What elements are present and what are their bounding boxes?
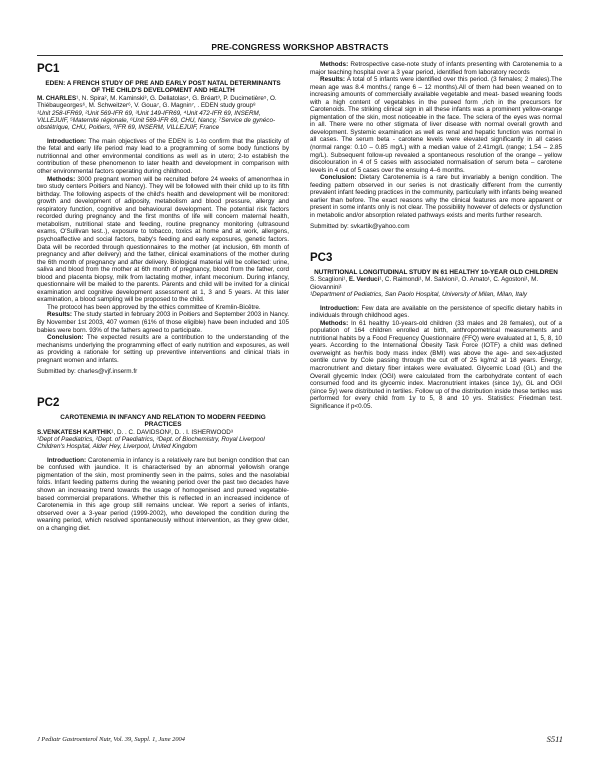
intro-text-pc1: The main objectives of the EDEN is 1-to confirm that the plasticity of the fetal and early life period may lead to a programming of some body functions by nutritionnal and other environmental conditions as well as in utero; 2-to establish the contribution of these phenomenon to later health and development in comparison with other environmental factors operating during childhood. bbox=[37, 137, 289, 176]
conclusion-pc1 bbox=[37, 334, 289, 364]
intro-label-pc3: Introduction: bbox=[320, 304, 360, 312]
coauthors-pc1: ¹, N. Spira², M. Kaminski³, G. Dellatolas⁴, G. Bréart³, P. Ducimetière⁵, O. Thiébaugeorges⁶, M. Schweitzer⁶, V. Goua⁷, G. Magnin⁷, . EDEN study group⁸ bbox=[37, 94, 277, 110]
intro-pc2 bbox=[37, 457, 289, 532]
conclusion-text-pc1: The expected results are a contribution to the understanding of the mechanisms underlying the programming effect of early nutrition and exposures, as well as providing a rationale for setting up preventive interventions and clinical trials in pregnant women and infants. bbox=[37, 334, 289, 364]
methods-label-pc3: Methods: bbox=[320, 319, 349, 327]
presenting-author-pc2: S.VENKATESH KARTHIK bbox=[37, 428, 112, 436]
authors-pc1 bbox=[37, 95, 289, 110]
intro-label-pc2: Introduction: bbox=[47, 456, 87, 464]
submitted-by-pc1: Submitted by: charles@vjf.inserm.fr bbox=[37, 368, 138, 376]
results-text-pc2: A total of 5 infants were identified over this period. (3 females; 2 males).The mean age was 8.4 months.( range 6 – 12 months).All of them had been weaned on to increasing amounts of commercially available vegetable and meat- based weaning foods with a high content of vegetables in the pureed form ,rich in the precursors for Carotenoids. The striking clinical sign in all these infants was a prominent yellow-orange pigmentation of the skin, most noticeable in the face. The sclera of the eyes was normal in all. There were no other stigmata of liver disease with normal overall growth and development. Systemic examination as well as renal and hepatic function was normal in all cases. The serum beta - carotene levels were elevated significantly in all cases (normal range: 0.10 – 0.85 mg/L) with a median value of 2.41mg/L (range; 1.54 – 2.85 mg/L). Subsequent follow-up revealed a spontaneous resolution of the orange – yellow discolouration in 4 of 5 cases with associated normalisation of serum beta – carotene levels in 4 out of 5 cases over the ensuing 4–6 months. bbox=[310, 76, 562, 174]
intro-label-pc1: Introduction: bbox=[47, 137, 87, 145]
intro-pc3 bbox=[310, 305, 562, 320]
page-header: PRE-CONGRESS WORKSHOP ABSTRACTS bbox=[211, 42, 389, 52]
methods-label-pc1: Methods: bbox=[47, 175, 76, 183]
abstract-title-pc3: NUTRITIONAL LONGITUDINAL STUDY IN 61 HEALTHY 10-YEAR OLD CHILDREN bbox=[314, 269, 558, 277]
left-column bbox=[37, 60, 289, 532]
intro-pc1 bbox=[37, 138, 289, 176]
conclusion-label-pc1: Conclusion: bbox=[47, 334, 84, 342]
conclusion-text-pc2: Dietary Carotenemia is a rare but invariably a benign condition. The feeding pattern observed in our series is not drastically different from the currently prevalent infant feeding practices in the community, particularly with infants being weaned earlier than before. The exact reasons why the clinical features are more apparent or present in some infants only is not clear. The possibility however of defects or dysfunction in metabolic and/or absorption related pathways exists and merits further research. bbox=[310, 174, 562, 219]
intro-text-pc2: Carotenemia in infancy is a relatively rare but benign condition that can be confused with jaundice. It is characterised by an abnormal yellowish orange pigmentation of the skin, most prominently seen in the palms, soles and the nasolabial folds. Infant feeding patterns during the weaning period over the past two decades have shown an increasing trend towards the usage of homogenised and pureed vegetable-based commercial preparations. Whether this is reflected in an increased incidence of Carotenemia in this age group still remains unclear. We report a series of infants, observed over a 3-year period (1999-2002), who developed the condition during the weaning period, which resolved spontaneously without intervention, as they grew older, on a changing diet. bbox=[37, 456, 289, 532]
methods-pc1 bbox=[37, 176, 289, 304]
journal-citation: J Pediatr Gastroenterol Nutr, Vol. 39, Suppl. 1, June 2004 bbox=[37, 736, 185, 743]
right-column bbox=[310, 61, 562, 410]
intro-text-pc3: Few data are available on the persistence of specific dietary habits in individuals through childhood ages. bbox=[310, 304, 562, 320]
presenting-author-pc1: M. CHARLES bbox=[37, 94, 77, 102]
results-pc2 bbox=[310, 76, 562, 174]
affiliation-pc1: ¹Unit 258-IFR69, ²Unit 569-IFR 69, ³Unit 149-IFR69, ⁴Unit 472-IFR 69, INSERM, VILLEJUIF, ⁵Maternité régionale, ⁶Unit 569-IFR 69, CHU, Nancy, ⁷Service de gynéco-obstétrique, CHU, Poitiers, ⁸IFR 69, INSERM, VILLEJUIF, France bbox=[37, 109, 276, 132]
coauthors-pc3: ¹, C. Raimondi¹, M. Salvioni¹, O. Amato¹, C. Agostoni¹, M. Giovannini¹ bbox=[310, 276, 539, 291]
affiliation-pc3: ¹Department of Pediatrics, San Paolo Hospital, University of Milan, Milan, Italy bbox=[310, 291, 527, 299]
conclusion-label-pc2: Conclusion: bbox=[320, 174, 357, 182]
affiliation-pc2: ¹Dept of Paediatrics, ²Dept. of Paediatrics, ³Dept. of Biochemistry, Royal Liverpool Children's Hospital, Alder Hey, Liverpool, United Kingdom bbox=[37, 436, 265, 451]
results-text-pc1: The study started in february 2003 in Poitiers and September 2003 in Nancy. By November 1st 2003, 407 women (61% of those eligible) have been included and 105 babies were born. 93% of the fathers agreed to participate. bbox=[37, 311, 289, 334]
submitted-by-pc2: Submitted by: svkartik@yahoo.com bbox=[310, 223, 410, 231]
results-label-pc1: Results: bbox=[47, 311, 73, 319]
page-number: S511 bbox=[546, 734, 563, 744]
methods-text-pc2: Retrospective case-note study of infants presenting with Carotenemia to a major teaching hospital over a 3 year period, identified from laboratory records bbox=[310, 61, 562, 76]
methods-pc3 bbox=[310, 320, 562, 411]
abstract-id-pc1: PC1 bbox=[37, 63, 60, 75]
results-label-pc2: Results: bbox=[320, 76, 346, 84]
first-author-pc3: S. Scaglioni¹, bbox=[310, 276, 349, 284]
methods-label-pc2: Methods: bbox=[320, 61, 349, 68]
header-rule bbox=[37, 55, 563, 56]
methods-pc2 bbox=[310, 61, 562, 76]
abstract-id-pc3: PC3 bbox=[310, 252, 333, 265]
methods-text-pc1: 3000 pregnant women will be recruited before 24 weeks of amenorrhea in two study centers Poitiers and Nancy). They will be followed with their child up to its fifth birthday. The following aspects of the child's health and development will be monitored: growth and development of adiposity, metabolism and blood pressure, allergy and respiratory function, cognitive and behavioural development. The potential risk factors recorded during pregnancy and the first months of life will concern maternal health, metabolism, nutritional state and feeding, routine pregnancy monitoring (ultrasound exams, O'Sullivan test..), exposure to tobacco, toxics at home and at work, allergens, psychoaffective and social factors, baby's feeding and early exposures, genetic factors. Data will be recorded through questionnaires to the mother (at inclusion, 6th month of pregnancy and after delivery) and the father, clinical examinations of the mother during the 6th month of pregnancy and after delivery. Biological material will be collected: urine, saliva and blood from the mother at 6th month of pregnancy, blood from the father, cord blood and placenta biopsy, milk from lactating mother, infant meconium. During infancy, questionnaire will be mailed to the parents. Parents and child will be invited for a clinical examination and cognitive development assessment at 1, 3 and 5 years. At this later examination, a blood sampling will be proposed to the child. bbox=[37, 175, 289, 304]
abstract-id-pc2: PC2 bbox=[37, 396, 60, 409]
methods-text-pc3: In 61 healthy 10-years-old children (33 males and 28 females), out of a population of 164 children enrolled at birth, anthropometrical measurements and nutritional habits by a Food Frequency Questionnaire (FFQ) were evaluated at 1, 5, 8, 10 years. According to the International Obesity Task Force (IOTF) a child was defined overweight as her/his body mass index (BMI) was above the age- and sex-adjusted centile curve by Cole passing through the cut off of 25 kg/m2 at 18 years. Energy, macronutrient and dietary fiber intakes were evaluated. Glycemic Load (GL) and the Overall glycemic Index (OGI) were calculated from the carbohydrate content of each consumed food and its glycemic index. Macronutrient intakes (since 1y), GL and OGI (since 5y) were distributed in tertiles. Follow up of the distribution inside these tertiles was performed for every child from 1y to 5, 8 and 10 yrs. Statistics: Friedman test. Significance if p<0.05. bbox=[310, 319, 562, 410]
authors-pc3 bbox=[310, 276, 562, 291]
presenting-author-pc3: E. Verduci bbox=[348, 276, 380, 284]
conclusion-pc2 bbox=[310, 174, 562, 219]
abstract-title-pc2: CAROTENEMIA IN INFANCY AND RELATION TO MODERN FEEDING PRACTICES bbox=[60, 413, 266, 429]
coauthors-pc2: ¹, D. . C. DAVIDSON², D. . I. ISHERWOOD³ bbox=[111, 428, 233, 436]
abstract-title-pc1: EDEN: A FRENCH STUDY OF PRE AND EARLY POST NATAL DETERMINANTS OF THE CHILD'S DEVELOPMENT AND HEALTH bbox=[45, 80, 281, 95]
results-pc1 bbox=[37, 311, 289, 334]
authors-pc2 bbox=[37, 429, 289, 436]
methods-extra-pc1: The protocol has been approved by the ethics committee of Kremlin-Bicêtre. bbox=[47, 303, 261, 311]
